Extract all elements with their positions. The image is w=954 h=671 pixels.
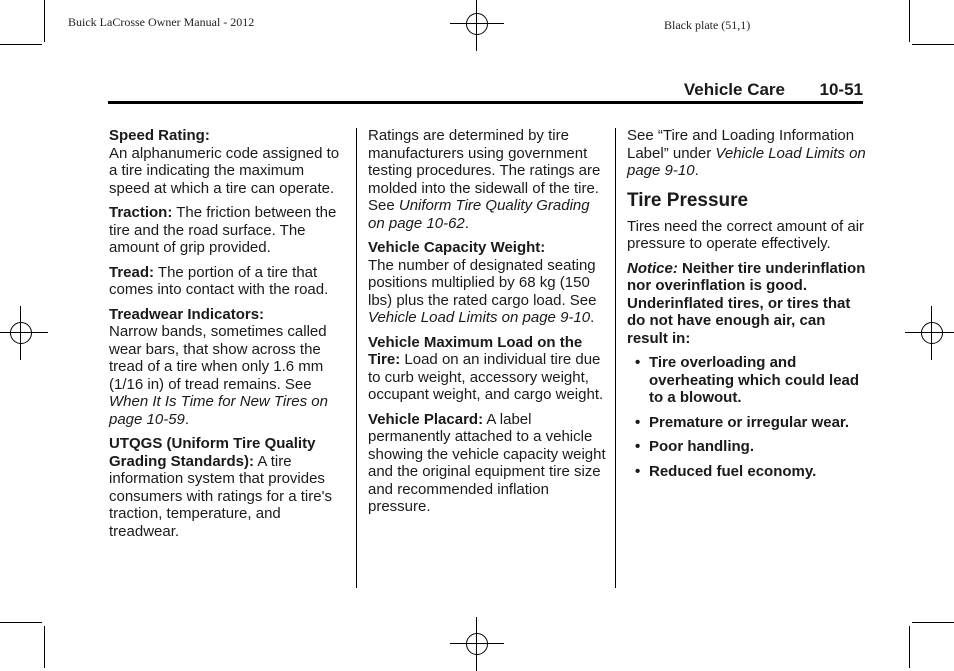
term: Vehicle Capacity Weight: (368, 239, 546, 256)
cross-reference-link[interactable]: Vehicle Load Limits on page 9-10 (627, 144, 866, 179)
running-header (108, 80, 863, 102)
column-3 (627, 127, 867, 487)
consequence-list (627, 354, 867, 480)
paragraph-tire-pressure: Tires need the correct amount of air pressure to operate effectively. (627, 217, 865, 252)
column-divider (615, 128, 616, 588)
registration-mark-icon (462, 9, 492, 39)
term: Vehicle Placard: (368, 410, 484, 428)
definition-vehicle-capacity-weight: Vehicle Capacity Weight: The number of designated seating positions multiplied by 68 kg (150 lbs) plus the rated cargo load. See Vehicle Load Limits on page 9-10. (368, 239, 597, 326)
cross-reference-link[interactable]: Vehicle Load Limits on page 9-10 (368, 309, 591, 326)
plate-info-right: Black plate (51,1) (664, 18, 751, 32)
term: Traction: (109, 204, 173, 221)
definition: Narrow bands, sometimes called wear bars, that show across the tread of a tire when only 1.6 mm (1/16 in) of tread remains. See (109, 323, 327, 393)
section-title: Vehicle Care (683, 80, 785, 99)
cross-reference-link[interactable]: Uniform Tire Quality Grading on page 10-62 (368, 197, 590, 232)
registration-mark-icon (917, 318, 947, 348)
cross-reference-link[interactable]: When It Is Time for New Tires on page 10-59 (109, 393, 328, 428)
definition: The friction between the tire and the road surface. The amount of grip provided. (109, 204, 337, 256)
definition-traction (109, 204, 349, 257)
crop-mark (0, 622, 42, 623)
page-number: 10-51 (819, 80, 863, 99)
column-divider (356, 128, 357, 588)
definition-utqgs (109, 435, 349, 540)
bullet-icon: • (635, 354, 641, 371)
notice (627, 260, 867, 348)
definition: An alphanumeric code assigned to a tire indicating the maximum speed at which a tire can operate. (109, 144, 340, 197)
column-2 (368, 127, 608, 523)
crop-mark (912, 44, 954, 45)
plate-info-left: Buick LaCrosse Owner Manual - 2012 (68, 15, 255, 29)
section-heading: Tire Pressure (627, 189, 749, 211)
definition: The portion of a tire that comes into contact with the road. (109, 263, 329, 298)
definition: Load on an individual tire due to curb weight, accessory weight, occupant weight, and cargo weight. (368, 351, 604, 403)
definition-treadwear-indicators: Treadwear Indicators: Narrow bands, sometimes called wear bars, that show across the tread of a tire when only 1.6 mm (1/16 in) of tread remains. See When It Is Time for New Tires on page 10-59. (109, 305, 328, 428)
definition: A tire information system that provides consumers with ratings for a tire's traction, temperature, and treadwear. (109, 452, 332, 540)
crop-mark (912, 622, 954, 623)
definition-speed-rating (109, 127, 349, 197)
term: Tread: (109, 263, 155, 281)
registration-mark-icon (462, 629, 492, 659)
paragraph-see-label: See “Tire and Loading Information Label” under Vehicle Load Limits on page 9-10. (627, 127, 866, 179)
crop-mark (909, 626, 910, 668)
crop-mark (44, 626, 45, 668)
list-item: • Tire overloading and overheating which could lead to a blowout. (635, 354, 860, 406)
bullet-icon: • (635, 438, 641, 455)
term: Vehicle Maximum Load on the Tire: (368, 333, 583, 368)
notice-label: Notice: (627, 259, 678, 277)
notice-text: Neither tire underinflation nor overinflation is good. Underinflated tires, or tires that do not have enough air, can result in: (627, 259, 866, 347)
crop-mark (44, 0, 45, 42)
registration-mark-icon (6, 318, 36, 348)
definition: A label permanently attached to a vehicle showing the vehicle capacity weight and the original equipment tire size and recommended inflation pressure. (368, 410, 606, 515)
definition: The number of designated seating positions multiplied by 68 kg (150 lbs) plus the rated cargo load. See (368, 256, 597, 309)
header-rule (108, 101, 863, 104)
bullet-icon: • (635, 413, 641, 431)
crop-mark (909, 0, 910, 42)
list-item: • Premature or irregular wear. (635, 413, 850, 431)
bullet-icon: • (635, 462, 641, 480)
column-1 (109, 127, 349, 547)
definition-vehicle-maximum-load (368, 334, 608, 404)
definition-tread (109, 264, 349, 299)
definition-vehicle-placard (368, 411, 608, 516)
term: Treadwear Indicators: (109, 305, 265, 323)
list-item: • Reduced fuel economy. (635, 462, 817, 480)
term: Speed Rating: (109, 127, 210, 144)
list-item: • Poor handling. (635, 438, 754, 455)
crop-mark (0, 44, 42, 45)
term: UTQGS (Uniform Tire Quality Grading Standards): (109, 435, 316, 470)
paragraph-ratings: Ratings are determined by tire manufacturers using government testing procedures. The ratings are molded into the sidewall of the tire. See Uniform Tire Quality Grading on page 10-62. (368, 127, 601, 232)
